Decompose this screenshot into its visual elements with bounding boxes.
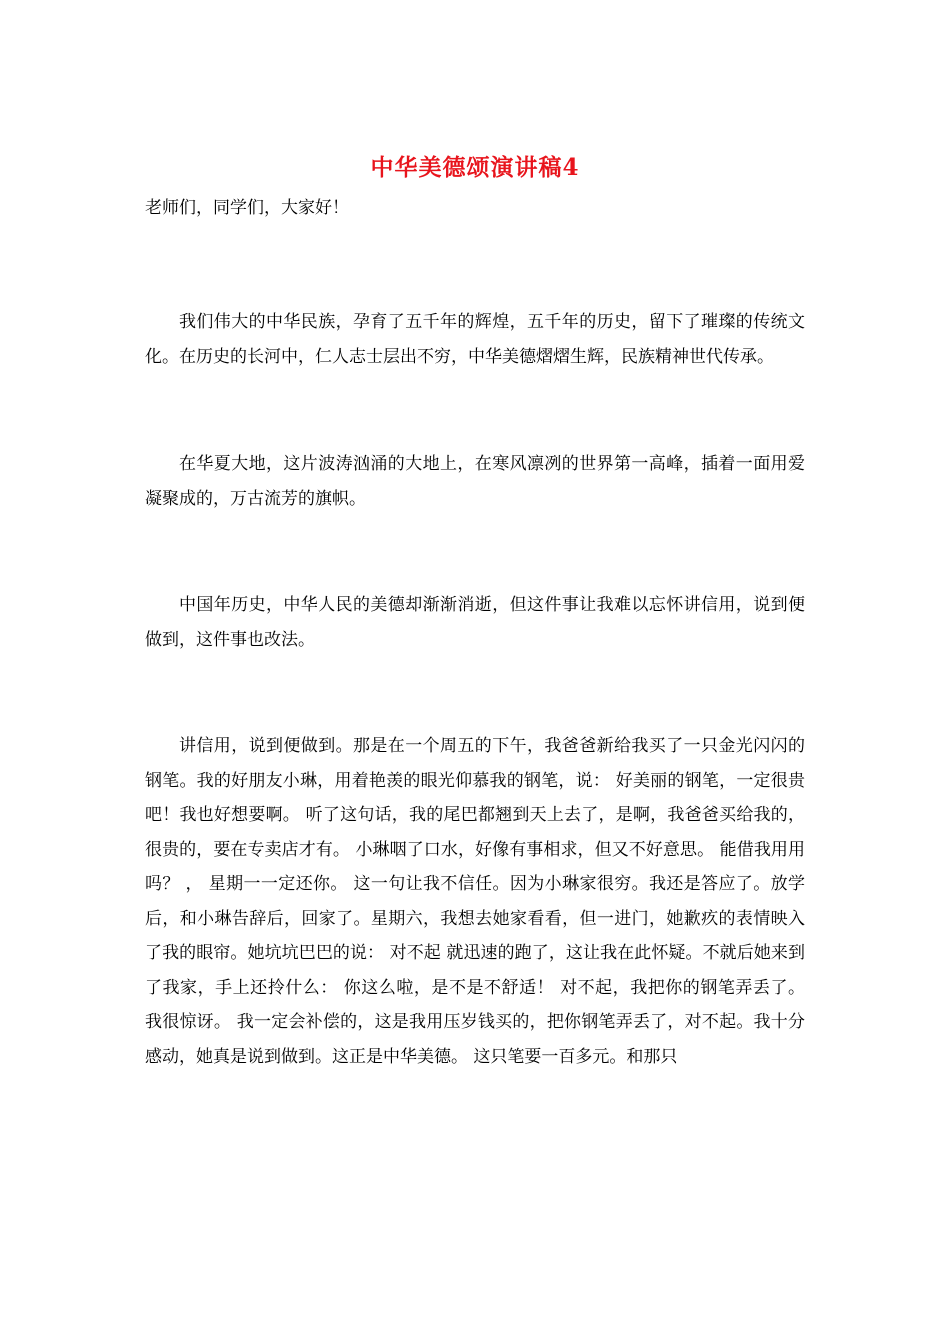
paragraph-4: 讲信用，说到便做到。那是在一个周五的下午，我爸爸新给我买了一只金光闪闪的钢笔。我的好朋友小琳，用着艳羡的眼光仰慕我的钢笔，说： 好美丽的钢笔，一定很贵吧！我也好想要啊。 听了这句话，我的尾巴都翘到天上去了，是啊，我爸爸买给我的，很贵的，要在专卖店才有。 小琳咽了口水，好像有事相求，但又不好意思。 能借我用用吗？ ， 星期一一定还你。 这一句让我不信任。因为小琳家很穷。我还是答应了。放学后，和小琳告辞后，回家了。星期六，我想去她家看看，但一进门，她歉疚的表情映入了我的眼帘。她坑坑巴巴的说： 对不起 就迅速的跑了，这让我在此怀疑。不就后她来到了我家，手上还拎什么： 你这么啦，是不是不舒适！ 对不起，我把你的钢笔弄丢了。 我很惊讶。 我一定会补偿的，这是我用压岁钱买的，把你钢笔弄丢了，对不起。我十分感动，她真是说到做到。这正是中华美德。 这只笔要一百多元。和那只	[145, 736, 805, 1067]
paragraph-2: 在华夏大地，这片波涛汹涌的大地上，在寒风凛冽的世界第一高峰，插着一面用爱凝聚成的，万古流芳的旗帜。	[145, 454, 805, 509]
document-title: 中华美德颂演讲稿4	[370, 154, 580, 181]
greeting-line: 老师们，同学们，大家好！	[145, 198, 349, 218]
paragraph-3: 中国年历史，中华人民的美德却渐渐消逝，但这件事让我难以忘怀讲信用，说到便做到，这件事也改法。	[145, 595, 805, 650]
document-page	[145, 150, 805, 1074]
paragraph-1: 我们伟大的中华民族，孕育了五千年的辉煌，五千年的历史，留下了璀璨的传统文化。在历史的长河中，仁人志士层出不穷，中华美德熠熠生辉，民族精神世代传承。	[145, 312, 805, 367]
